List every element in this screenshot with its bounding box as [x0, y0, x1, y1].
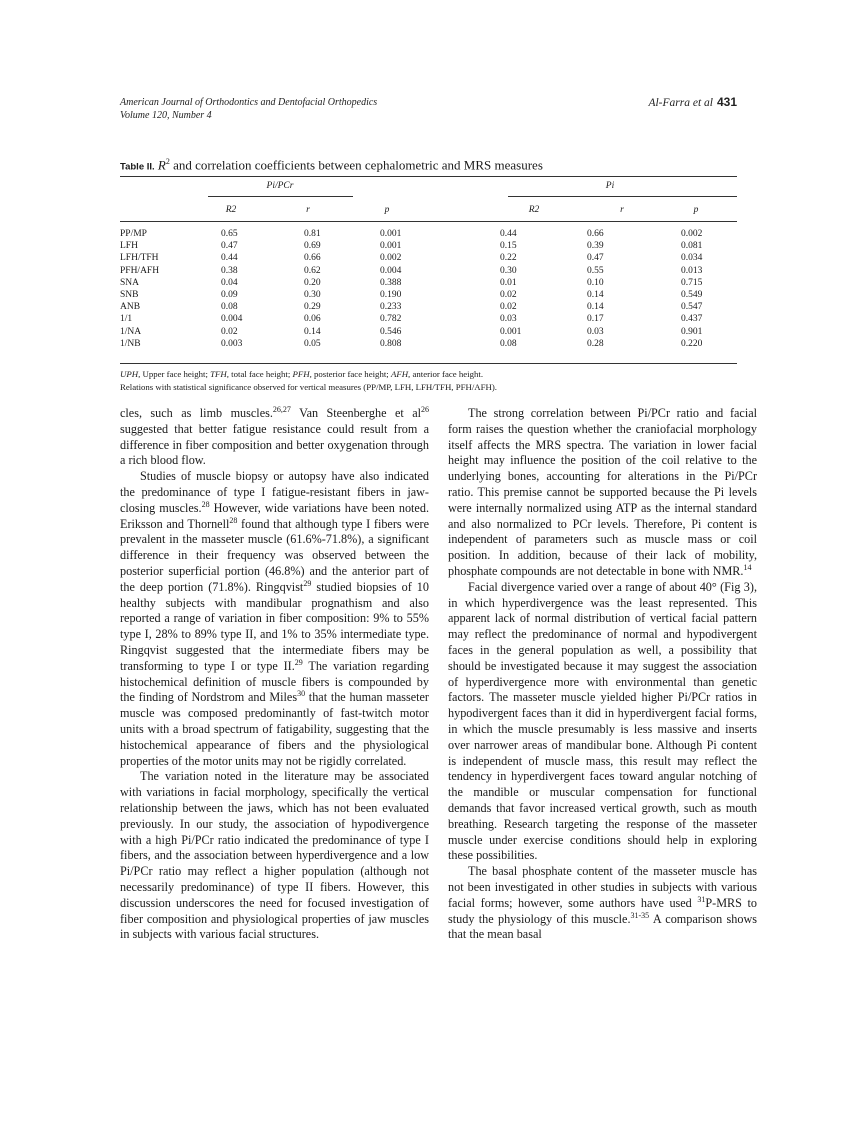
cell: 0.004: [221, 314, 243, 325]
row-measure: SNB: [120, 289, 139, 300]
cell: 0.013: [681, 265, 703, 276]
authors: Al-Farra et al: [648, 97, 713, 109]
cell: 0.002: [681, 229, 703, 239]
cell: 0.04: [221, 277, 238, 288]
cell: 0.437: [681, 314, 703, 325]
cell: 0.01: [500, 277, 517, 288]
cell: 0.15: [500, 241, 517, 252]
cell: 0.03: [587, 326, 604, 337]
cell: 0.20: [304, 277, 321, 288]
citation: 26,27: [272, 404, 291, 414]
caption-text: and correlation coefficients between cephalometric and MRS measures: [169, 157, 543, 173]
col-header-p-pi: p: [693, 205, 699, 215]
table-row: [120, 313, 737, 325]
group-rule-pi: [508, 196, 737, 197]
header-bottom-rule: [120, 221, 737, 222]
cell: 0.001: [500, 326, 522, 337]
row-measure: PP/MP: [120, 229, 147, 239]
cell: 0.44: [221, 253, 238, 264]
abbr-def: Upper face height;: [140, 369, 211, 379]
row-measure: PFH/AFH: [120, 265, 160, 276]
body-column-left: [120, 406, 429, 943]
cell: 0.546: [380, 326, 402, 337]
abbr-def: anterior face height.: [410, 369, 484, 379]
text: The basal phosphate content of the masseter muscle has not been investigated in other studies in subjects with various facial forms; however, some authors have used: [448, 864, 757, 910]
cell: 0.66: [304, 253, 321, 264]
paragraph: [120, 406, 429, 469]
table-row: [120, 228, 737, 240]
cell: 0.08: [500, 338, 517, 349]
cell: 0.55: [587, 265, 604, 276]
row-measure: SNA: [120, 277, 140, 288]
col-header-r2-pi: R2: [528, 205, 540, 215]
table-label: Table II.: [120, 161, 155, 173]
cell: 0.38: [221, 265, 238, 276]
paragraph: [448, 406, 757, 580]
row-measure: LFH: [120, 241, 138, 252]
text: studied biopsies of 10 healthy subjects with mandibular prognathism and also reported a range of variation in fiber composition: 9% to 55% type I, 28% to 89% type II, and 1% to 35% intermediate type. Ringqvist suggested that the intermediate fibers may be transforming to type I or type II.: [120, 579, 429, 673]
cell: 0.004: [380, 265, 402, 276]
citation: 28: [201, 499, 210, 509]
cell: 0.14: [304, 326, 321, 337]
text: P-MRS to study the physiology of this muscle.: [448, 895, 757, 926]
cell: 0.190: [380, 289, 402, 300]
cell: 0.62: [304, 265, 321, 276]
cell: 0.66: [587, 229, 604, 239]
table-row: [120, 301, 737, 313]
cell: 0.08: [221, 302, 238, 313]
cell: 0.47: [587, 253, 604, 264]
cell: 0.02: [500, 289, 517, 300]
abbr-def: posterior face height;: [311, 369, 391, 379]
cell: 0.44: [500, 229, 517, 239]
cell: 0.09: [221, 289, 238, 300]
citation: 14: [743, 562, 752, 572]
col-header-r-pipcr: r: [306, 205, 310, 215]
cell: 0.05: [304, 338, 321, 349]
cell: 0.034: [681, 253, 703, 264]
cell: 0.02: [500, 302, 517, 313]
cell: 0.001: [380, 229, 402, 239]
table-row: [120, 326, 737, 338]
text: suggested that better fatigue resistance could result from a difference in fiber composition and better oxygenation through a rich blood flow.: [120, 421, 429, 468]
table-row: [120, 289, 737, 301]
page-number: 431: [716, 95, 737, 109]
row-measure: 1/1: [120, 314, 133, 325]
text: cles, such as limb muscles.: [120, 406, 273, 420]
paragraph: [120, 469, 429, 769]
table-row: [120, 277, 737, 289]
cell: 0.715: [681, 277, 703, 288]
abbr-term: PFH,: [292, 369, 312, 379]
table-caption: [120, 157, 543, 173]
cell: 0.782: [380, 314, 402, 325]
paragraph: The variation noted in the literature may be associated with variations in facial morphology, specifically the vertical relationship between the jaws, which has not been evaluated previously. In our study, the association of hypodivergence with a high Pi/PCr ratio indicated the predominance of type I fibers, and the association between hyperdivergence and a low Pi/PCr ratio may reflect a higher population (although not necessarily predominance) of type II fibers. However, this discussion underscores the need for focused investigation of fiber composition and physiological properties of jaw muscles in subjects with various facial structures.: [120, 769, 429, 942]
text: The strong correlation between Pi/PCr ratio and facial form raises the question whether the craniofacial morphology itself affects the MRS spectra. The variation in lower facial height may influence the position of the coil relative to the underlying bones, accounting for alterations in the Pi/PCr ratio. This premise cannot be supported because the Pi levels were internally normalized using ATP as the internal standard and also normalized to PCr levels. Therefore, Pi content is independent of parameters such as muscle mass or coil position. In addition, because of their lack of mobility, phosphate compounds are not detectable in bone with NMR.: [448, 406, 757, 578]
journal-title: American Journal of Orthodontics and Dentofacial Orthopedics: [120, 97, 378, 108]
text: However, wide variations have been noted. Eriksson and Thornell: [120, 500, 429, 531]
cell: 0.06: [304, 314, 321, 325]
cell: 0.388: [380, 277, 402, 288]
abbr-term: UPH,: [120, 369, 141, 379]
table-row: [120, 338, 737, 350]
text: that the human masseter muscle was composed predominantly of fast-twitch motor units with a broad spectrum of fatigability, suggesting that the histochemical appearance of fibers and the physiological properties of the motor units may not be rigidly correlated.: [120, 690, 429, 768]
cell: 0.47: [221, 241, 238, 252]
footnote-note: Relations with statistical significance observed for vertical measures (PP/MP, LFH, LFH/TFH, PFH/AFH).: [120, 382, 498, 392]
abbr-term: AFH,: [390, 369, 411, 379]
row-measure: 1/NB: [120, 338, 141, 349]
cell: 0.220: [681, 338, 703, 349]
text: found that although type I fibers were prevalent in the masseter muscle (61.6%-71.8%), a significant difference in their frequency was observed between the posterior superficial portion (46.8%) and the anterior part of the deep portion (71.8%). Ringqvist: [120, 516, 429, 594]
cell: 0.17: [587, 314, 604, 325]
col-header-r2-pipcr: R2: [225, 205, 237, 215]
cell: 0.549: [681, 289, 703, 300]
cell: 0.003: [221, 338, 243, 349]
cell: 0.02: [221, 326, 238, 337]
citation: 30: [297, 689, 306, 699]
citation: 31-35: [630, 910, 650, 920]
caption-r: R: [157, 157, 166, 173]
text: Van Steenberghe et al: [290, 406, 421, 420]
cell: 0.547: [681, 302, 703, 313]
cell: 0.81: [304, 229, 321, 239]
table-row: [120, 265, 737, 277]
footnote-abbreviations: [120, 368, 737, 381]
text: The variation regarding histochemical definition of muscle fibers is compounded by the finding of Nordstrom and Miles: [120, 658, 429, 705]
group-rule-pipcr: [208, 196, 353, 197]
cell: 0.69: [304, 241, 321, 252]
text: A comparison shows that the mean basal: [448, 911, 757, 942]
cell: 0.901: [681, 326, 703, 337]
table-body: [120, 228, 737, 350]
paragraph: Facial divergence varied over a range of about 40° (Fig 3), in which hyperdivergence was the least represented. This apparent lack of normal distribution of vertical facial pattern may reflect the predominance of normal and hypodivergent faces in the general population as well, a possibility that should be investigated because it may suggest the association of hyperdivergence more with environmental than genetic factors. The masseter muscle yielded higher Pi/PCr ratios in hypodivergent faces than it did in hyperdivergent facial forms, in which the muscle presumably is less massive and inserts over narrower areas of mandibular bone. Although Pi content is independent of muscle mass, this result may reflect the tendency in hyperdivergent faces toward angular notching of the mandible or muscular compensation for functional demands that favor increased vertical growth, such as mouth breathing. Research targeting the response of the masseter muscle under exercise conditions should help in exploring these possibilities.: [448, 579, 757, 863]
cell: 0.22: [500, 253, 517, 264]
cell: 0.03: [500, 314, 517, 325]
citation: 28: [229, 515, 238, 525]
caption-sup: 2: [165, 157, 170, 166]
cell: 0.30: [500, 265, 517, 276]
cell: 0.39: [587, 241, 604, 252]
cell: 0.28: [587, 338, 604, 349]
group-header-pi: Pi: [605, 181, 615, 191]
cell: 0.10: [587, 277, 604, 288]
table-row: [120, 252, 737, 264]
cell: 0.001: [380, 241, 402, 252]
running-head: [120, 96, 737, 122]
cell: 0.002: [380, 253, 402, 264]
cell: 0.233: [380, 302, 402, 313]
cell: 0.808: [380, 338, 402, 349]
abbr-term: TFH,: [210, 369, 229, 379]
cell: 0.65: [221, 229, 238, 239]
col-header-r-pi: r: [620, 205, 624, 215]
journal-volume: Volume 120, Number 4: [120, 110, 212, 121]
author-page-header: [648, 96, 737, 110]
citation: 31: [697, 894, 706, 904]
cell: 0.29: [304, 302, 321, 313]
citation: 29: [303, 578, 312, 588]
table-footnote: [120, 368, 737, 394]
citation: 29: [294, 657, 303, 667]
row-measure: 1/NA: [120, 326, 142, 337]
row-measure: ANB: [120, 302, 141, 313]
table-bottom-rule: [120, 363, 737, 364]
col-header-p-pipcr: p: [384, 205, 390, 215]
cell: 0.14: [587, 289, 604, 300]
paragraph: [448, 864, 757, 943]
citation: 26: [421, 404, 429, 414]
table-row: [120, 240, 737, 252]
cell: 0.30: [304, 289, 321, 300]
text: Studies of muscle biopsy or autopsy have also indicated the predominance of type I fatigue-resistant fibers in jaw-closing muscles.: [120, 469, 429, 515]
cell: 0.081: [681, 241, 703, 252]
body-column-right: [448, 406, 757, 943]
table-top-rule: [120, 176, 737, 177]
row-measure: LFH/TFH: [120, 253, 159, 264]
cell: 0.14: [587, 302, 604, 313]
group-header-pipcr: Pi/PCr: [266, 181, 294, 191]
abbr-def: total face height;: [228, 369, 293, 379]
